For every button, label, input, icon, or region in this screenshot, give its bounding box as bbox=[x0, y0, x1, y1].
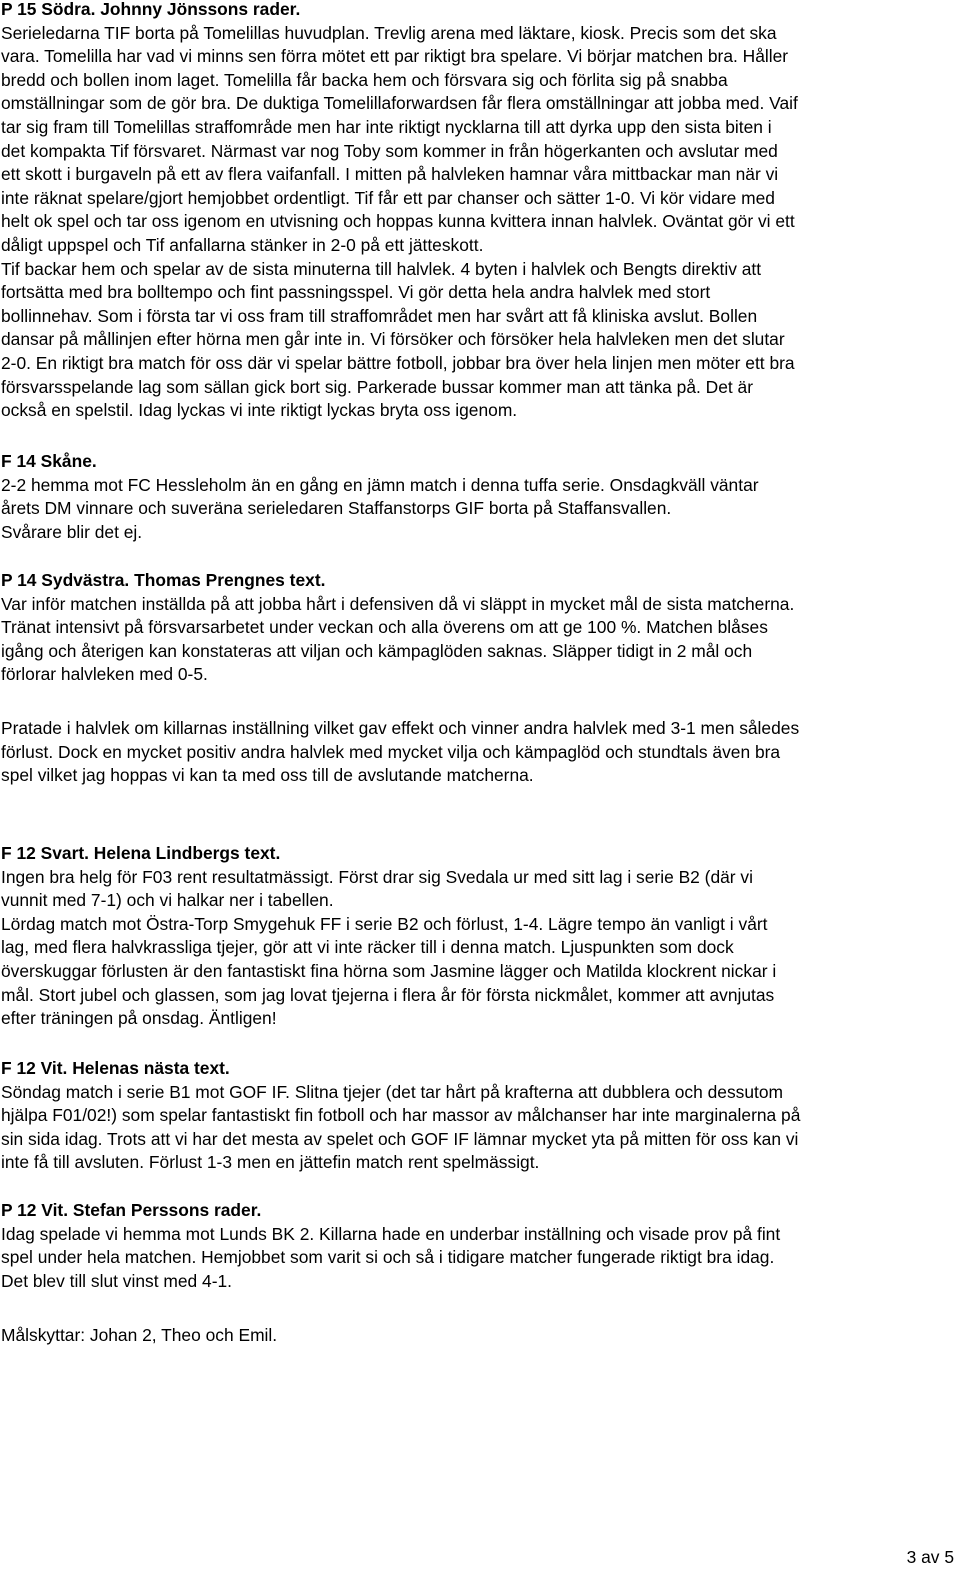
text-line: Pratade i halvlek om killarnas inställning vilket gav effekt och vinner andra halvlek med 3-1 men således bbox=[1, 718, 800, 738]
section-f12-vit-helena bbox=[1, 1057, 956, 1175]
text-line: mål. Stort jubel och glassen, som jag lovat tjejerna i flera år för första nickmålet, kommer att avnjutas bbox=[1, 984, 775, 1005]
text-line: ett skott i burgaveln på ett av flera vaifanfall. I mitten på halvleken hamnar våra mittbackar man när vi bbox=[1, 164, 779, 185]
text-line: det kompakta Tif försvaret. Närmast var nog Toby som kommer in från högerkanten och avslutar med bbox=[1, 140, 778, 161]
text-line: efter träningen på onsdag. Äntligen! bbox=[1, 1008, 277, 1029]
text-line: sin sida idag. Trots att vi har det mesta av spelet och GOF IF lämnar mycket yta på mitten för oss kan vi bbox=[1, 1128, 799, 1149]
section-p14-sydvastra bbox=[1, 569, 956, 687]
text-line: spel under hela matchen. Hemjobbet som varit si och så i tidigare matcher fungerade riktigt bra idag. bbox=[1, 1247, 775, 1268]
section-p12-vit-stefan bbox=[1, 1199, 956, 1293]
section-heading: P 15 Södra. Johnny Jönssons rader. bbox=[1, 0, 301, 19]
text-line: Idag spelade vi hemma mot Lunds BK 2. Killarna hade en underbar inställning och visade prov på fint bbox=[1, 1223, 781, 1244]
text-line: bollinnehav. Som i första tar vi oss fram till straffområdet men har svårt att få kliniska avslut. Bollen bbox=[1, 305, 758, 326]
text-line: Serieledarna TIF borta på Tomelillas huvudplan. Trevlig arena med läktare, kiosk. Precis som det ska bbox=[1, 22, 777, 43]
text-line: igång och återigen kan konstateras att viljan och kämpaglöden saknas. Släpper tidigt in 2 mål och bbox=[1, 640, 753, 661]
text-line: helt ok spel och tar oss igenom en utvisning och hoppas kunna kvittera innan halvlek. Oväntat gör vi ett bbox=[1, 211, 795, 232]
text-line: spel vilket jag hoppas vi kan ta med oss till de avslutande matcherna. bbox=[1, 765, 534, 786]
section-heading: P 14 Sydvästra. Thomas Prengnes text. bbox=[1, 570, 326, 590]
text-line: Ingen bra helg för F03 rent resultatmässigt. Först drar sig Svedala ur med sitt lag i serie B2 (där vi bbox=[1, 866, 753, 887]
text-line: lag, med flera halvkrassliga tjejer, gör att vi inte räcker till i denna match. Ljuspunkten som dock bbox=[1, 937, 734, 958]
page-number: 3 av 5 bbox=[906, 1547, 954, 1567]
section-f12-svart bbox=[1, 842, 956, 1031]
text-line: inte räknat spelare/gjort hemjobbet ordentligt. Tif får ett par chanser och sätter 1-0. Vi kör vidare med bbox=[1, 187, 775, 208]
text-line: årets DM vinnare och suveräna serieledaren Staffanstorps GIF borta på Staffansvallen. bbox=[1, 498, 672, 519]
text-line: dåligt uppspel och Tif anfallarna stänker in 2-0 på ett jätteskott. bbox=[1, 234, 484, 255]
text-line: inte få till avsluten. Förlust 1-3 men en jättefin match rent spelmässigt. bbox=[1, 1152, 540, 1173]
text-line: Tränat intensivt på försvarsarbetet under veckan och alla överens om att ge 100 %. Matchen blåses bbox=[1, 617, 768, 638]
text-line: förlust. Dock en mycket positiv andra halvlek med mycket vilja och kämpaglöd och stundtals även bra bbox=[1, 741, 781, 762]
text-line: hjälpa F01/02!) som spelar fantastiskt fin fotboll och har massor av målchanser har inte marginalerna på bbox=[1, 1105, 801, 1126]
text-line: också en spelstil. Idag lyckas vi inte riktigt lyckas bryta oss igenom. bbox=[1, 400, 518, 421]
section-heading: F 12 Vit. Helenas nästa text. bbox=[1, 1058, 230, 1078]
text-line: Söndag match i serie B1 mot GOF IF. Slitna tjejer (det tar hårt på krafterna att dubblera och dessutom bbox=[1, 1081, 783, 1102]
text-line: 2-0. En riktigt bra match för oss där vi spelar bättre fotboll, jobbar bra över hela linjen men möter ett bra bbox=[1, 352, 795, 373]
section-heading: P 12 Vit. Stefan Perssons rader. bbox=[1, 1200, 262, 1220]
text-line: Målskyttar: Johan 2, Theo och Emil. bbox=[1, 1325, 278, 1345]
text-line: dansar på mållinjen efter hörna men går inte in. Vi försöker och försöker hela halvleken men det slutar bbox=[1, 329, 785, 350]
text-line: 2-2 hemma mot FC Hessleholm än en gång en jämn match i denna tuffa serie. Onsdagkväll väntar bbox=[1, 474, 759, 495]
text-line: vara. Tomelilla har vad vi minns sen förra mötet ett par riktigt bra spelare. Vi börjar matchen bra. Håller bbox=[1, 46, 789, 67]
text-line: vunnit med 7-1) och vi halkar ner i tabellen. bbox=[1, 890, 334, 911]
text-line: omställningar som de gör bra. De duktiga Tomelillaforwardsen får flera omställningar att jobba med. Vaif bbox=[1, 93, 798, 114]
text-line: Svårare blir det ej. bbox=[1, 521, 143, 542]
text-line: försvarsspelande lag som sällan gick bort sig. Parkerade bussar kommer man att tänka på. Det är bbox=[1, 376, 754, 397]
section-p14-continued bbox=[1, 717, 956, 788]
text-line: överskuggar förlusten är den fantastiskt fina hörna som Jasmine lägger och Matilda klockrent nickar i bbox=[1, 960, 777, 981]
section-p15-sodra bbox=[1, 0, 956, 423]
text-line: Var inför matchen inställda på att jobba hårt i defensiven då vi släppt in mycket mål de sista matcherna. bbox=[1, 593, 795, 614]
text-line: förlorar halvleken med 0-5. bbox=[1, 664, 208, 685]
text-line: Tif backar hem och spelar av de sista minuterna till halvlek. 4 byten i halvlek och Bengts direktiv att bbox=[1, 258, 762, 279]
text-line: Det blev till slut vinst med 4-1. bbox=[1, 1270, 232, 1291]
section-goal-scorers bbox=[1, 1324, 956, 1348]
text-line: Lördag match mot Östra-Torp Smygehuk FF i serie B2 och förlust, 1-4. Lägre tempo än vanligt i vårt bbox=[1, 913, 768, 934]
text-line: tar sig fram till Tomelillas straffområde men har inte riktigt nycklarna till att dyrka upp den sista biten i bbox=[1, 116, 772, 137]
section-heading: F 14 Skåne. bbox=[1, 451, 97, 471]
section-f14-skane bbox=[1, 450, 956, 544]
section-heading: F 12 Svart. Helena Lindbergs text. bbox=[1, 843, 281, 863]
text-line: bredd och bollen inom laget. Tomelilla får backa hem och försvara sig och förlita sig på snabba bbox=[1, 69, 728, 90]
text-line: fortsätta med bra bolltempo och fint passningsspel. Vi gör detta hela andra halvlek med stort bbox=[1, 282, 711, 303]
